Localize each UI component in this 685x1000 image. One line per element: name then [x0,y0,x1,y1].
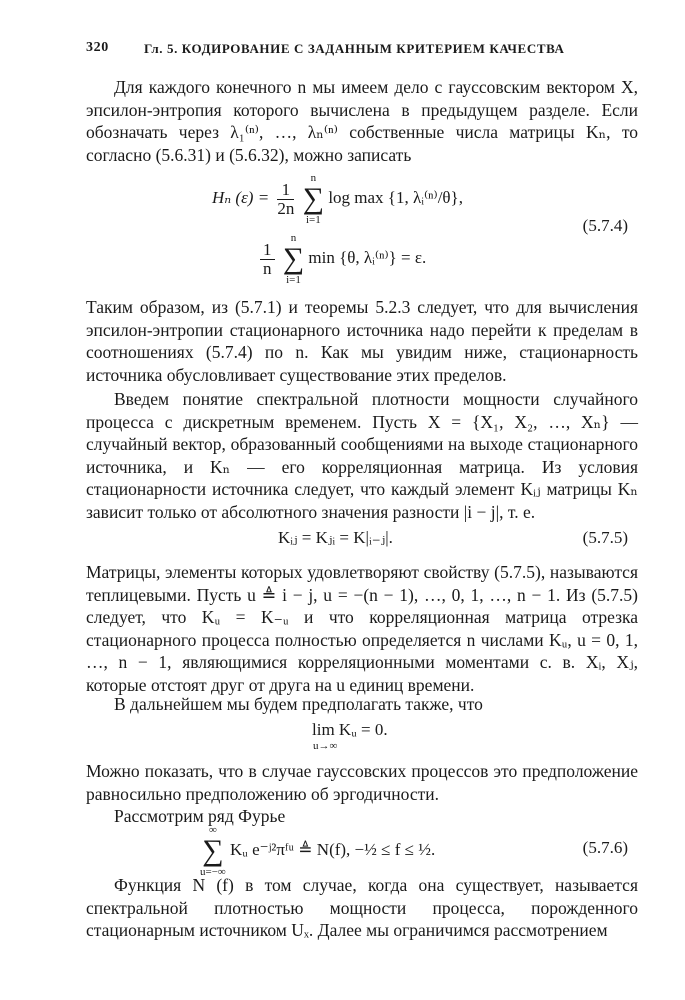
paragraph-3: Введем понятие спектральной плотности мощности случайного процесса с дискретным временем. Пусть X = {X₁, X₂, …, Xₙ} — случайный вектор, образованный сообщениями на выходе стационарного источника, и Kₙ — его корреляционная матрица. Из условия стационарности источника следует, что каждый элемент Kᵢⱼ матрицы Kₙ зависит только от абсолютного значения разности |i − j|, т. е. [86,389,638,522]
sum-operator [283,232,304,286]
paragraph-8: Функция N (f) в том случае, когда она существует, называется спектральной плотностью мощности процесса, порожденного стационарным источником Uₓ. Далее мы ограничимся рассмотрением [86,875,638,941]
paragraph-1: Для каждого конечного n мы имеем дело с гауссовским вектором X, эпсилон-энтропия которого вычислена в предыдущем разделе. Если обозначать через λ₁⁽ⁿ⁾, …, λₙ⁽ⁿ⁾ собственные числа матрицы Kₙ, то согласно (5.6.31) и (5.6.32), можно записать [86,77,638,165]
sigma-symbol: ∑ [302,182,325,215]
equation-5-7-6 [200,824,435,878]
eq-lhs: Hₙ (ε) = [212,187,270,207]
running-title: Гл. 5. КОДИРОВАНИЕ С ЗАДАННЫМ КРИТЕРИЕМ КАЧЕСТВА [144,41,565,56]
equation-5-7-4-line-1 [212,172,463,226]
eq-fraction [277,181,294,218]
sum-lower: i=1 [305,214,321,226]
sum-upper: n [310,172,317,184]
paragraph-4: Матрицы, элементы которых удовлетворяют свойству (5.7.5), называются теплицевыми. Пусть u ≜ i − j, u = −(n − 1), …, 0, 1, …, n − 1. Из (5.7.5) следует, что Kᵤ = K₋ᵤ и что корреляционная матрица отрезка стационарного процесса полностью определяется n числами Kᵤ, u = 0, 1, …, n − 1, являющимися корреляционными моментами с. в. Xᵢ, Xⱼ, которые отстоят друг от друга на u единиц времени. [86,562,638,695]
frac-num: 1 [277,181,294,200]
eq-body: log max {1, λᵢ⁽ⁿ⁾/θ}, [328,187,463,207]
eq-fraction [260,241,275,278]
eq-body: min {θ, λᵢ⁽ⁿ⁾} = ε. [308,247,427,267]
eq-body: Kᵤ e⁻ʲ²πᶠᵘ ≜ N(f), −½ ≤ f ≤ ½. [230,839,436,859]
equation-number-5-7-4: (5.7.4) [582,216,628,235]
paragraph-5: В дальнейшем мы будем предполагать также, что [114,694,483,714]
sum-operator [200,824,226,878]
sum-lower: i=1 [286,274,301,286]
equation-limit [312,720,388,740]
sigma-symbol: ∑ [282,242,305,275]
sum-lower: u=−∞ [200,866,226,878]
sum-upper: n [290,232,297,244]
running-header [86,40,637,60]
frac-den: 2n [277,198,295,218]
sum-operator [303,172,324,226]
limit-body: lim Kᵤ = 0. [312,720,388,739]
equation-number-5-7-5: (5.7.5) [582,528,628,547]
frac-den: n [263,258,272,278]
equation-5-7-4-line-2 [256,232,426,286]
equation-number-5-7-6: (5.7.6) [582,838,628,857]
sum-upper: ∞ [208,824,217,836]
limit-subscript: u→∞ [313,740,338,752]
frac-num: 1 [260,241,275,260]
equation-5-7-5: Kᵢⱼ = Kⱼᵢ = K|ᵢ₋ⱼ|. [278,528,393,547]
page-number: 320 [86,40,109,55]
paragraph-2: Таким образом, из (5.7.1) и теоремы 5.2.3 следует, что для вычисления эпсилон-энтропии стационарного источника надо перейти к пределам в соотношениях (5.7.4) по n. Как мы увидим ниже, стационарность источника обусловливает существование этих пределов. [86,297,638,385]
paragraph-7: Рассмотрим ряд Фурье [114,806,286,826]
sigma-symbol: ∑ [202,834,224,867]
paragraph-6: Можно показать, что в случае гауссовских процессов это предположение равносильно предположению об эргодичности. [86,761,638,804]
